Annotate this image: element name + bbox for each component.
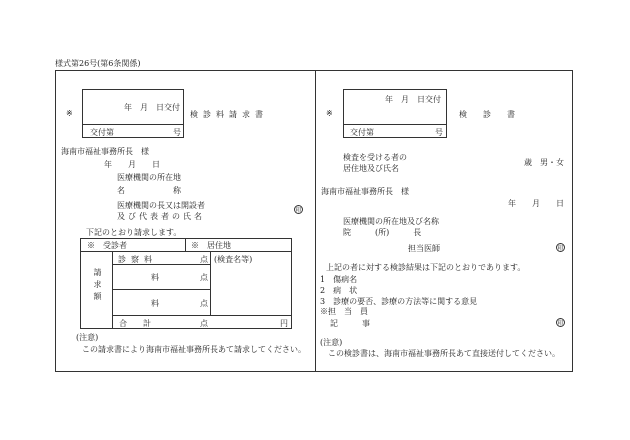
left-issue-number-suffix: 号 xyxy=(173,128,181,137)
row-rule-2 xyxy=(112,289,210,290)
right-seal-staff: 印 xyxy=(557,320,564,327)
right-note-heading: (注意) xyxy=(320,338,343,347)
right-item-diagnosis: 1 傷病名 xyxy=(320,275,358,284)
points-column-rule xyxy=(210,251,211,316)
left-rice-mark: ※ xyxy=(66,109,73,118)
claim-row-exam-fee-label: 診察料 xyxy=(118,255,157,264)
right-facility-label: 医療機関の所在地及び名称 xyxy=(343,217,439,226)
examinee-label: ※ 受診者 xyxy=(87,241,127,250)
claim-row-exam-fee-unit: 点 xyxy=(200,255,208,264)
row-rule-3 xyxy=(112,315,292,316)
left-issue-number-label: 交付第 xyxy=(90,128,114,137)
left-title: 検診料請求書 xyxy=(190,110,268,119)
left-date-line: 年 月 日 xyxy=(104,160,160,169)
left-head-label-2: 及び代表者の氏名 xyxy=(117,212,205,221)
left-facility-address-label: 医療機関の所在地 xyxy=(117,173,181,182)
right-doctor-label: 担当医師 xyxy=(408,244,440,253)
claim-row-total-yen: 円 xyxy=(280,319,288,328)
left-request-text: 下記のとおり請求します。 xyxy=(86,228,182,237)
claim-row-fee2-label: 料 xyxy=(151,273,159,282)
left-note-text: この請求書により海南市福祉事務所長あて請求してください。 xyxy=(82,345,306,354)
right-rice-mark: ※ xyxy=(326,109,333,118)
claim-row-total-unit: 点 xyxy=(200,319,208,328)
exam-items-label: (検査名等) xyxy=(214,255,253,264)
center-divider xyxy=(315,70,316,372)
claim-label: 請求額 xyxy=(93,268,102,304)
form-number: 様式第26号(第6条関係) xyxy=(55,59,141,68)
right-issue-box-divider xyxy=(343,124,447,125)
right-recorder-label: 記 事 xyxy=(330,319,370,328)
right-seal-doctor: 印 xyxy=(557,245,564,252)
right-staff-label: ※担 当 員 xyxy=(320,307,368,316)
left-head-label-1: 医療機関の長又は開設者 xyxy=(117,201,205,210)
claim-label-column-rule xyxy=(112,251,113,329)
right-issue-number-label: 交付第 xyxy=(350,128,374,137)
left-seal: 印 xyxy=(295,207,302,214)
right-result-text: 上記の者に対する検診結果は下記のとおりであります。 xyxy=(326,263,526,272)
claim-table-header-divider xyxy=(185,238,186,251)
residence-label: ※ 居住地 xyxy=(191,241,231,250)
claim-row-fee2-unit: 点 xyxy=(200,273,208,282)
right-examinee-label-2: 居住地及び氏名 xyxy=(343,164,399,173)
right-note-text: この検診書は、海南市福祉事務所長あて直接送付してください。 xyxy=(328,349,560,358)
right-item-condition: 2 病 状 xyxy=(320,286,358,295)
left-issue-box-divider xyxy=(82,124,184,125)
right-age-sex: 歳 男・女 xyxy=(524,158,564,167)
right-hospital-label: 院 (所) 長 xyxy=(343,228,422,237)
claim-row-fee3-unit: 点 xyxy=(200,299,208,308)
right-issue-date: 年 月 日交付 xyxy=(385,95,441,104)
right-issue-number-suffix: 号 xyxy=(435,128,443,137)
left-addressee: 海南市福祉事務所長 様 xyxy=(61,147,149,156)
left-issue-date: 年 月 日交付 xyxy=(124,103,180,112)
claim-row-fee3-label: 料 xyxy=(151,299,159,308)
left-note-heading: (注意) xyxy=(76,333,99,342)
right-date-line: 年 月 日 xyxy=(508,199,564,208)
left-name-label: 名 称 xyxy=(117,186,181,195)
right-title: 検 診 書 xyxy=(459,110,515,119)
claim-row-total-label: 合 計 xyxy=(119,319,151,328)
right-addressee: 海南市福祉事務所長 様 xyxy=(321,187,409,196)
right-examinee-label-1: 検査を受ける者の xyxy=(343,153,407,162)
right-item-opinion: 3 診療の要否、診療の方法等に関する意見 xyxy=(320,297,478,306)
